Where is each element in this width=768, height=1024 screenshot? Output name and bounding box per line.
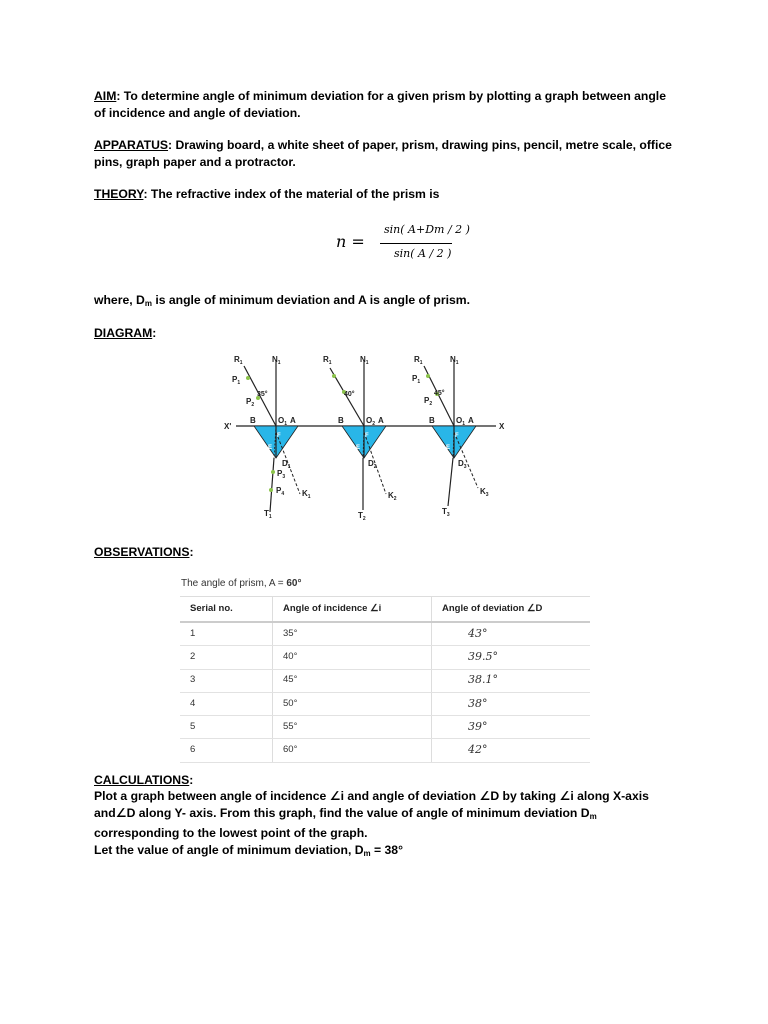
aim-heading: AIM <box>94 89 117 103</box>
observations-heading: OBSERVATIONS <box>94 545 190 559</box>
label-k-sub: 2 <box>393 496 397 502</box>
label-p4-sub: 4 <box>281 491 285 497</box>
cell-deviation: 39° <box>432 716 591 739</box>
label-k: K <box>388 491 394 500</box>
label-t-sub: 1 <box>268 514 272 520</box>
calculations-heading: CALCULATIONS <box>94 773 190 787</box>
diagram-heading-line <box>94 325 674 342</box>
pin-p4 <box>269 488 273 492</box>
label-k-sub: 1 <box>307 494 311 500</box>
label-p1: P <box>412 374 418 383</box>
theory-heading: THEORY <box>94 187 144 201</box>
refractive-index-formula <box>336 220 470 266</box>
label-p4: P <box>276 486 282 495</box>
svg-text:D3 <box>458 459 467 470</box>
label-o: O <box>366 416 373 425</box>
label-o-sub: 2 <box>372 421 376 427</box>
caption-value: 60° <box>286 578 302 589</box>
table-row <box>180 646 590 669</box>
observations-heading-colon: : <box>189 545 194 559</box>
label-p3: P <box>277 469 283 478</box>
label-p2-sub: 2 <box>429 401 433 407</box>
cell-deviation: 43° <box>432 622 591 646</box>
label-f: F <box>277 433 281 439</box>
label-r: R <box>414 355 420 364</box>
apparatus-text: : Drawing board, a white sheet of paper, prism, drawing pins, pencil, metre scale, office pins, graph paper and a protractor. <box>94 138 672 169</box>
incidence-angle-label: 40° <box>344 391 355 398</box>
label-k-sub: 3 <box>485 492 489 498</box>
calculations-heading-colon: : <box>189 773 194 787</box>
svg-text:P1 <box>412 374 420 385</box>
prism-setup-1 <box>232 355 311 520</box>
header-deviation: Angle of deviation ∠D <box>432 597 591 623</box>
cell-deviation: 38.1° <box>432 669 591 692</box>
label-p2: P <box>246 397 252 406</box>
emergent-ray <box>270 458 274 512</box>
calculations-instruction <box>94 788 674 842</box>
label-b: B <box>338 416 344 425</box>
label-d: D <box>282 459 288 468</box>
cell-incidence: 60° <box>273 739 432 762</box>
svg-text:P4 <box>276 486 284 497</box>
cell-incidence: 50° <box>273 692 432 715</box>
emergent-ray <box>448 458 453 506</box>
label-t-sub: 2 <box>362 516 366 522</box>
pin-p1 <box>332 374 336 378</box>
label-p2: P <box>424 396 430 405</box>
label-p3-sub: 3 <box>282 474 286 480</box>
caption-prefix: The angle of prism, A = <box>181 578 287 589</box>
table-header-row <box>180 597 590 623</box>
label-o-sub: 1 <box>462 421 466 427</box>
cell-deviation: 38° <box>432 692 591 715</box>
incidence-angle-label: 35° <box>257 391 268 398</box>
svg-text:O2 <box>366 416 375 427</box>
calculations-result <box>94 842 674 863</box>
svg-text:D2 <box>368 459 377 470</box>
prism-setup-2 <box>323 355 397 522</box>
header-incidence: Angle of incidence ∠i <box>273 597 432 623</box>
cell-deviation: 39.5° <box>432 646 591 669</box>
observation-table-card <box>180 574 590 766</box>
prism-setup-3 <box>412 355 489 518</box>
cell-serial: 1 <box>180 622 273 646</box>
formula-numerator: sin( A+Dm / 2 ) <box>384 223 470 236</box>
label-r: R <box>323 355 329 364</box>
svg-text:P3 <box>277 469 285 480</box>
cell-incidence: 40° <box>273 646 432 669</box>
theory-paragraph <box>94 186 674 203</box>
axis-right-label: X <box>499 422 505 431</box>
pin-p3 <box>271 470 275 474</box>
calc-text-b: corresponding to the lowest point of the graph. <box>94 826 368 840</box>
label-o: O <box>456 416 463 425</box>
theory-text: : The refractive index of the material of the prism is <box>143 187 440 201</box>
calc-text-a: Plot a graph between angle of incidence ∠i and angle of deviation ∠D by taking ∠i along X-axis and∠D along Y- axis. From this graph, find the value of angle of minimum deviation D <box>94 789 649 820</box>
cell-serial: 6 <box>180 739 273 762</box>
svg-text:K1 <box>302 489 311 500</box>
svg-text:T3 <box>442 507 450 518</box>
table-caption <box>181 576 301 593</box>
svg-text:O1 <box>278 416 287 427</box>
cell-serial: 5 <box>180 716 273 739</box>
cell-serial: 4 <box>180 692 273 715</box>
label-p2-sub: 2 <box>251 402 255 408</box>
label-n-sub: 1 <box>365 360 369 366</box>
svg-text:R1 <box>234 355 243 366</box>
formula-denominator: sin( A / 2 ) <box>394 247 452 260</box>
observations-heading-line <box>94 544 674 561</box>
label-n: N <box>450 355 456 364</box>
calculations-body <box>94 788 674 862</box>
label-a: A <box>378 416 384 425</box>
where-sub: m <box>144 299 152 308</box>
diagram-heading: DIAGRAM <box>94 326 153 340</box>
svg-text:D1 <box>282 459 291 470</box>
aim-text: : To determine angle of minimum deviation for a given prism by plotting a graph between angle of incidence and angle of deviation. <box>94 89 666 120</box>
label-e: E <box>356 445 361 451</box>
svg-text:P2 <box>246 397 254 408</box>
label-r-sub: 1 <box>419 360 423 366</box>
axis-left-label: X' <box>224 422 232 431</box>
label-n-sub: 1 <box>455 360 459 366</box>
svg-text:P1 <box>232 375 240 386</box>
formula-fraction-bar <box>380 243 452 244</box>
label-d-sub: 3 <box>463 464 467 470</box>
label-b: B <box>250 416 256 425</box>
label-p1: P <box>232 375 238 384</box>
label-r-sub: 1 <box>239 360 243 366</box>
table-row <box>180 669 590 692</box>
label-p1-sub: 1 <box>417 379 421 385</box>
label-d: D <box>458 459 464 468</box>
label-k: K <box>480 487 486 496</box>
svg-text:T2 <box>358 511 366 522</box>
label-b: B <box>429 416 435 425</box>
calc-result-a: Let the value of angle of minimum deviation, D <box>94 842 364 857</box>
header-serial: Serial no. <box>180 597 273 623</box>
formula-lhs: n = <box>336 232 365 251</box>
svg-text:R1 <box>323 355 332 366</box>
label-e: E <box>268 445 273 451</box>
label-n-sub: 1 <box>277 360 281 366</box>
label-n: N <box>272 355 278 364</box>
where-paragraph <box>94 292 674 313</box>
label-a: A <box>468 416 474 425</box>
pin-p1 <box>246 376 250 380</box>
cell-serial: 2 <box>180 646 273 669</box>
table-row <box>180 622 590 646</box>
diagram-heading-colon: : <box>152 326 157 340</box>
calc-sub-2: m <box>363 848 371 858</box>
observation-table <box>180 596 590 763</box>
svg-text:K2 <box>388 491 397 502</box>
table-row <box>180 692 590 715</box>
apparatus-paragraph <box>94 137 674 170</box>
svg-text:T1 <box>264 509 272 520</box>
label-o: O <box>278 416 285 425</box>
aim-paragraph <box>94 88 674 121</box>
where-prefix: where, D <box>94 293 145 307</box>
label-f: F <box>365 433 369 439</box>
svg-text:K3 <box>480 487 489 498</box>
label-n: N <box>360 355 366 364</box>
calc-sub-1: m <box>589 811 597 821</box>
calc-result-b: = 38° <box>370 842 403 857</box>
pin-p1 <box>426 374 430 378</box>
svg-text:P2 <box>424 396 432 407</box>
svg-text:O1 <box>456 416 465 427</box>
table-row <box>180 716 590 739</box>
label-t: T <box>264 509 269 518</box>
cell-incidence: 55° <box>273 716 432 739</box>
label-d-sub: 1 <box>287 464 291 470</box>
label-k: K <box>302 489 308 498</box>
cell-incidence: 45° <box>273 669 432 692</box>
label-t-sub: 3 <box>446 512 450 518</box>
cell-deviation: 42° <box>432 739 591 762</box>
label-t: T <box>358 511 363 520</box>
label-d: D <box>368 459 374 468</box>
prism-diagram <box>220 350 510 530</box>
where-text: is angle of minimum deviation and A is angle of prism. <box>151 293 470 307</box>
label-r: R <box>234 355 240 364</box>
label-a: A <box>290 416 296 425</box>
label-p1-sub: 1 <box>237 380 241 386</box>
cell-incidence: 35° <box>273 622 432 646</box>
table-row <box>180 739 590 762</box>
label-f: F <box>455 433 459 439</box>
label-r-sub: 1 <box>328 360 332 366</box>
svg-text:R1 <box>414 355 423 366</box>
calculations-heading-line <box>94 772 674 789</box>
cell-serial: 3 <box>180 669 273 692</box>
apparatus-heading: APPARATUS <box>94 138 169 152</box>
label-o-sub: 1 <box>284 421 288 427</box>
incidence-angle-label: 45° <box>434 390 445 397</box>
label-d-sub: 2 <box>373 464 377 470</box>
label-e: E <box>446 445 451 451</box>
label-t: T <box>442 507 447 516</box>
